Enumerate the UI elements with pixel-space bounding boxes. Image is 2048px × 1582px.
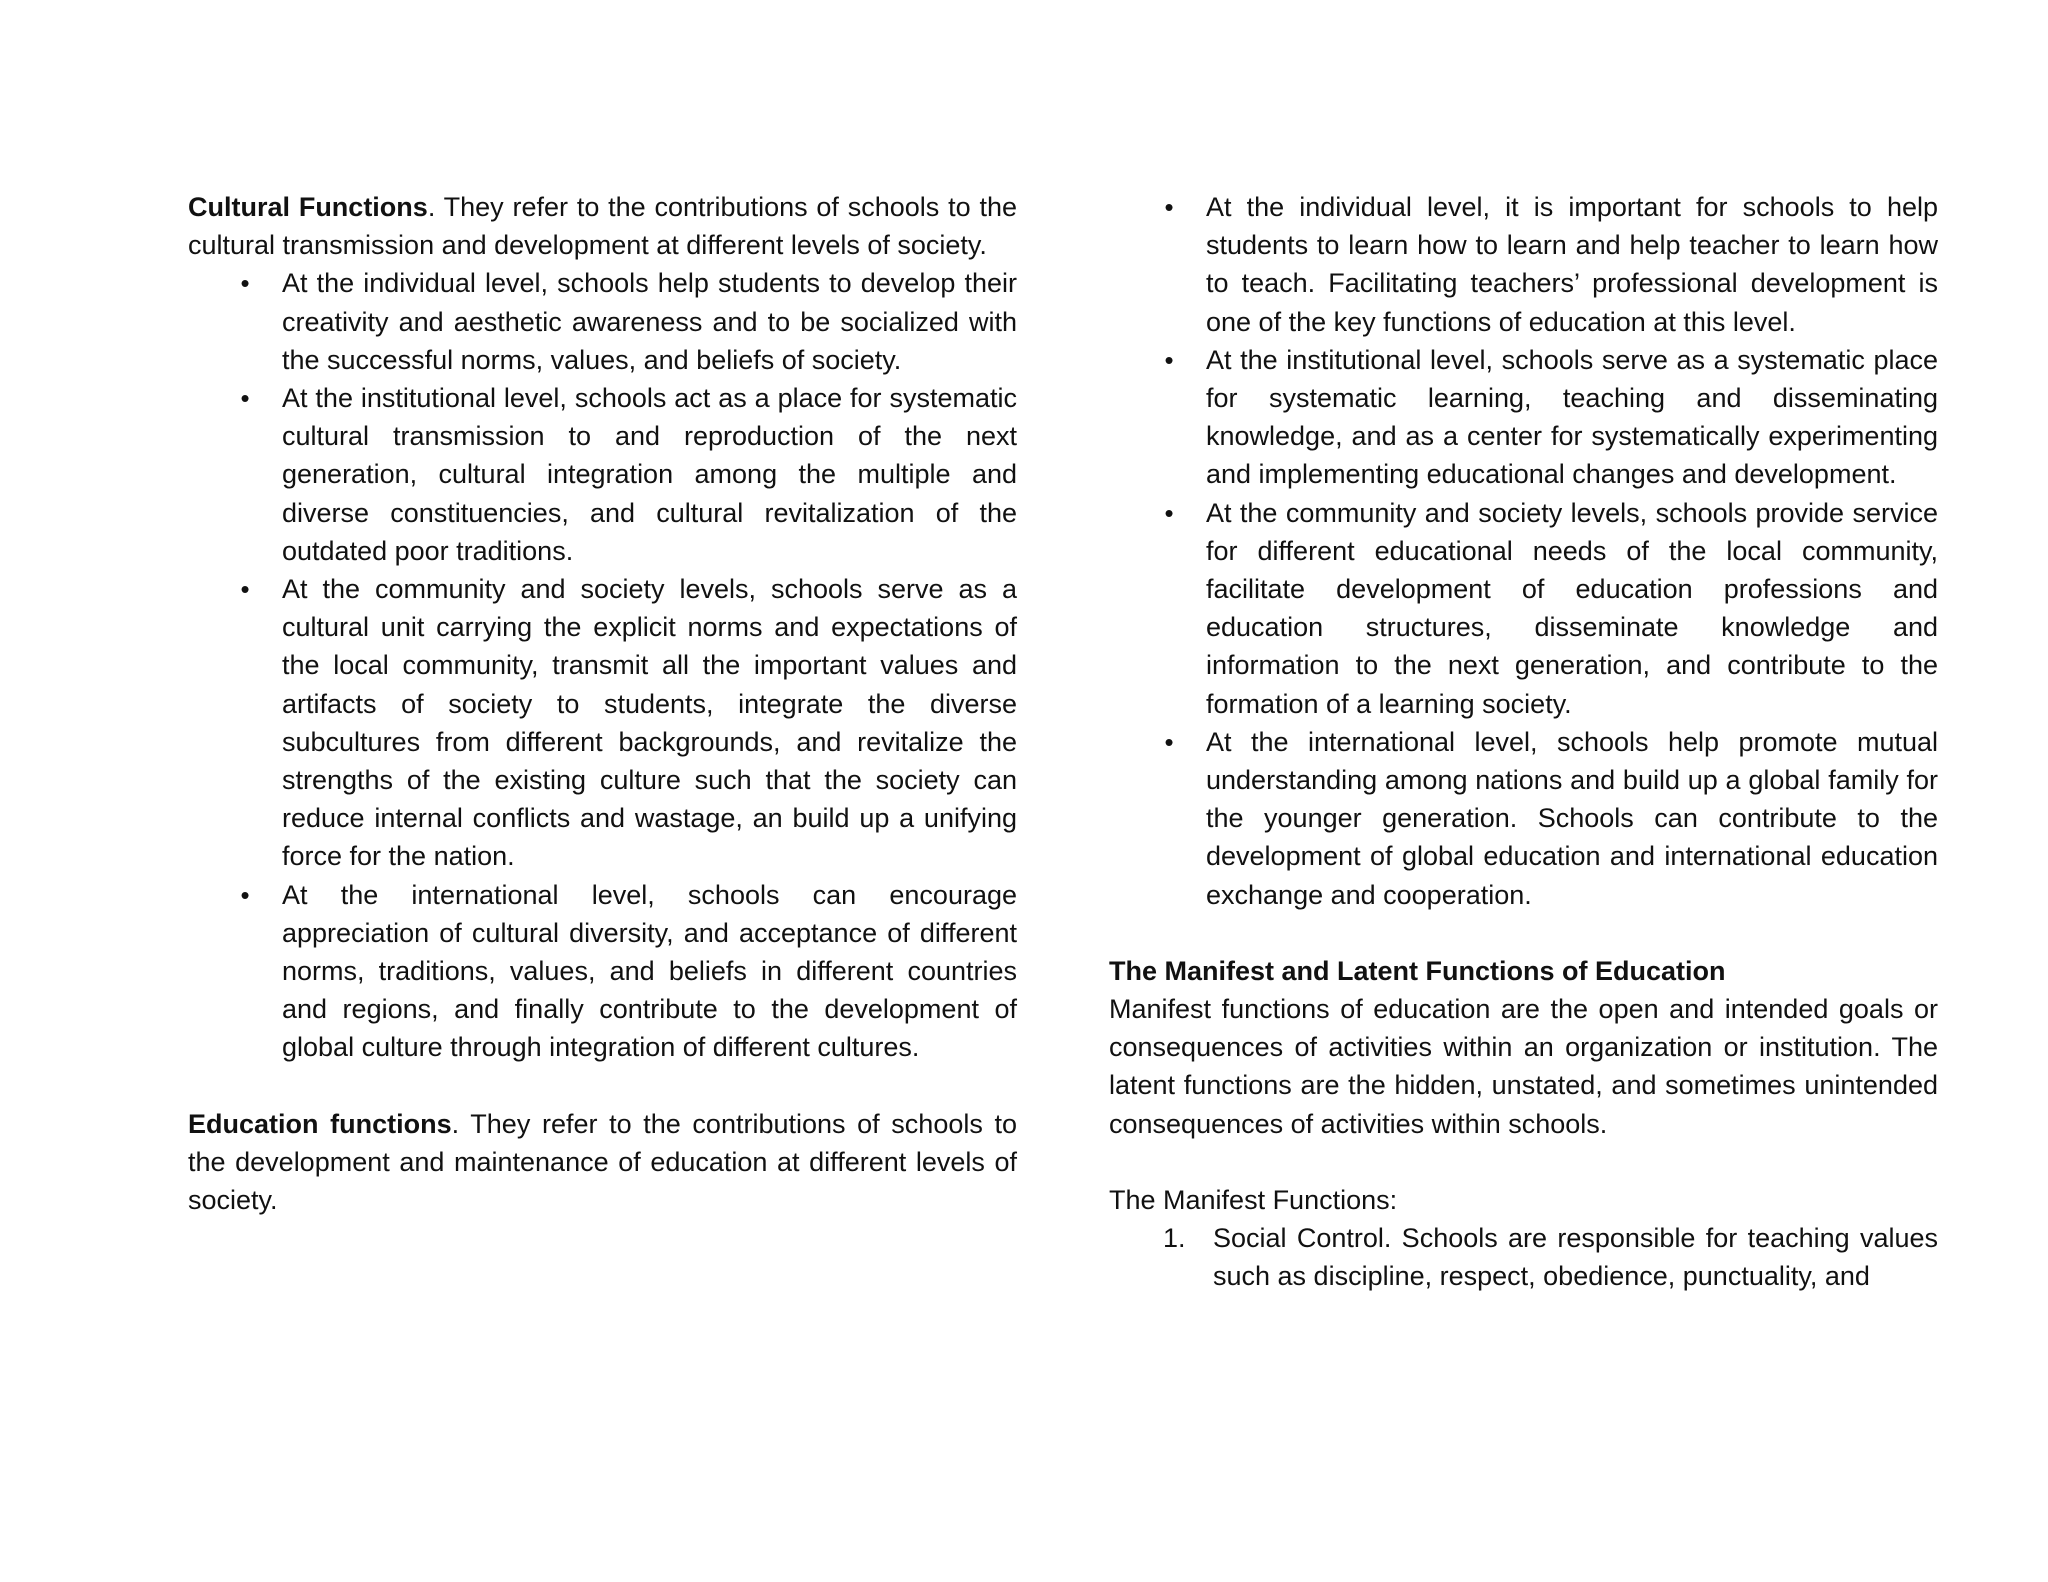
list-item — [188, 379, 1017, 570]
spacer — [1109, 1143, 1938, 1181]
list-item-text: At the international level, schools help promote mutual understanding among nations and build up a global family for the younger generation. Schools can contribute to the development of global education and international education exchange and cooperation. — [1206, 726, 1938, 910]
bullet-icon: • — [1164, 497, 1174, 528]
list-item-text: At the individual level, schools help students to develop their creativity and aesthetic awareness and to be socialized with the successful norms, values, and beliefs of society. — [282, 268, 1017, 375]
list-item — [188, 570, 1017, 876]
list-item-text: At the institutional level, schools serve as a systematic place for systematic learning, teaching and disseminating knowledge, and as a center for systematically experimenting and implementing educational changes and development. — [1206, 344, 1938, 490]
education-functions-list — [1109, 188, 1938, 914]
list-item — [1109, 494, 1938, 723]
list-item-text: At the institutional level, schools act as a place for systematic cultural transmission to and reproduction of the next generation, cultural integration among the multiple and diverse constituencies, and cultural revitalization of the outdated poor traditions. — [282, 383, 1017, 566]
spacer — [188, 1067, 1017, 1105]
list-item-text: At the individual level, it is important for schools to help students to learn how to learn and help teacher to learn how to teach. Facilitating teachers’ professional development is one of the key functions of education at this level. — [1206, 192, 1938, 337]
education-functions-paragraph — [188, 1105, 1017, 1220]
education-functions-intro: . They refer to the contributions of schools to the development and maintenance of education at different levels of society. — [188, 1108, 1017, 1216]
manifest-functions-label: The Manifest Functions: — [1109, 1184, 1398, 1215]
bullet-icon: • — [1164, 192, 1174, 222]
cultural-functions-heading: Cultural Functions — [188, 192, 428, 222]
cultural-functions-paragraph — [188, 188, 1017, 264]
cultural-functions-list — [188, 264, 1017, 1066]
spacer — [1109, 914, 1938, 952]
list-item — [188, 876, 1017, 1067]
list-item — [1109, 723, 1938, 914]
list-item — [1109, 341, 1938, 494]
bullet-icon: • — [240, 268, 250, 299]
manifest-latent-body: Manifest functions of education are the open and intended goals or consequences of activities within an organization or institution. The latent functions are the hidden, unstated, and sometimes unintended consequences of activities within schools. — [1109, 994, 1938, 1139]
bullet-icon: • — [1164, 726, 1174, 757]
left-column — [188, 188, 1017, 1219]
manifest-functions-list — [1109, 1219, 1938, 1295]
list-item-text: At the international level, schools can encourage appreciation of cultural diversity, and acceptance of different norms, traditions, values, and beliefs in different countries and regions, and finally contribute to the development of global culture through integration of different cultures. — [282, 879, 1017, 1063]
list-item — [188, 264, 1017, 379]
list-item-text: At the community and society levels, schools provide service for different educational needs of the local community, facilitate development of education professions and education structures, disseminate knowledge and information to the next generation, and contribute to the formation of a learning society. — [1206, 497, 1938, 719]
list-item-text: Social Control. Schools are responsible for teaching values such as discipline, respect, obedience, punctuality, and — [1213, 1223, 1938, 1292]
bullet-icon: • — [240, 383, 250, 414]
manifest-latent-heading: The Manifest and Latent Functions of Education — [1109, 955, 1726, 986]
cultural-functions-intro: . They refer to the contributions of schools to the cultural transmission and development at different levels of society. — [188, 192, 1017, 261]
list-item — [1109, 188, 1938, 341]
right-column — [1109, 188, 1938, 1295]
list-number: 1. — [1163, 1223, 1186, 1254]
bullet-icon: • — [240, 574, 250, 605]
bullet-icon: • — [240, 879, 250, 910]
bullet-icon: • — [1164, 344, 1174, 375]
education-functions-heading: Education functions — [188, 1108, 452, 1139]
list-item-text: At the community and society levels, schools serve as a cultural unit carrying the explicit norms and expectations of the local community, transmit all the important values and artifacts of society to students, integrate the diverse subcultures from different backgrounds, and revitalize the strengths of the existing culture such that the society can reduce internal conflicts and wastage, an build up a unifying force for the nation. — [282, 574, 1017, 872]
list-item — [1109, 1219, 1938, 1295]
